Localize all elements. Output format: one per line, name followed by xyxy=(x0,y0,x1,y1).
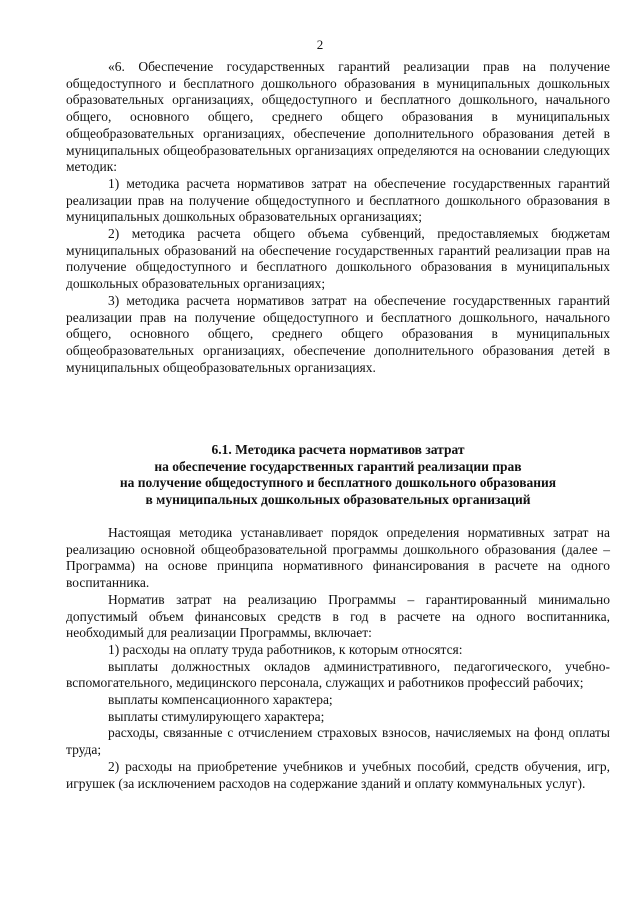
section-heading xyxy=(66,442,610,509)
list-item: выплаты стимулирующего характера; xyxy=(108,708,325,724)
section-heading-line: 6.1. Методика расчета нормативов затрат xyxy=(211,442,465,457)
body-paragraph: Настоящая методика устанавливает порядок определения нормативных затрат на реализацию основной общеобразовательной программы дошкольного образования (далее – Программа) на основе принципа нормативного финансирования в расчете на одного воспитанника. xyxy=(66,525,610,591)
intro-text xyxy=(66,59,610,376)
list-item: выплаты должностных окладов административного, педагогического, учебно-вспомогательного, медицинского персонала, служащих и работников профессий рабочих; xyxy=(66,658,610,691)
list-item: выплаты компенсационного характера; xyxy=(108,692,333,708)
list-item: расходы, связанные с отчислением страховых взносов, начисляемых на фонд оплаты труда; xyxy=(66,725,610,758)
intro-paragraph: «6. Обеспечение государственных гарантий реализации прав на получение общедоступного и бесплатного дошкольного образования в муниципальных дошкольных образовательных организациях, общедоступного и бесплатного дошкольного, начального общего, основного общего, среднего общего образования в муниципальных общеобразовательных организациях, обеспечение дополнительного образования детей в муниципальных общеобразовательных организациях определяются на основании следующих методик: xyxy=(66,59,610,175)
list-item: 1) расходы на оплату труда работников, к которым относятся: xyxy=(108,641,463,657)
list-item: 2) расходы на приобретение учебников и учебных пособий, средств обучения, игр, игрушек (за исключением расходов на содержание зданий и оплату коммунальных услуг). xyxy=(66,758,610,791)
body-paragraph: Норматив затрат на реализацию Программы – гарантированный минимально допустимый объем финансовых средств в год в расчете на одного воспитанника, необходимый для реализации Программы, включает: xyxy=(66,591,610,641)
method-item-2: 2) методика расчета общего объема субвенций, предоставляемых бюджетам муниципальных образований на обеспечение государственных гарантий реализации прав на получение общедоступного и бесплатного дошкольного образования в муниципальных дошкольных образовательных организациях; xyxy=(66,226,610,292)
section-heading-line: на получение общедоступного и бесплатного дошкольного образования xyxy=(119,475,557,491)
page-number: 2 xyxy=(316,37,324,52)
section-heading-line: в муниципальных дошкольных образовательных организаций xyxy=(145,492,531,508)
method-item-1: 1) методика расчета нормативов затрат на обеспечение государственных гарантий реализации прав на получение общедоступного и бесплатного дошкольного образования в муниципальных дошкольных образовательных организациях; xyxy=(66,175,610,225)
section-heading-line: на обеспечение государственных гарантий реализации прав xyxy=(154,458,522,474)
body-text xyxy=(66,525,610,792)
method-item-3: 3) методика расчета нормативов затрат на обеспечение государственных гарантий реализации прав на получение общедоступного и бесплатного дошкольного, начального общего, основного общего, среднего общего образования в муниципальных общеобразовательных организациях, обеспечение дополнительного образования детей в муниципальных общеобразовательных организациях. xyxy=(66,292,610,375)
